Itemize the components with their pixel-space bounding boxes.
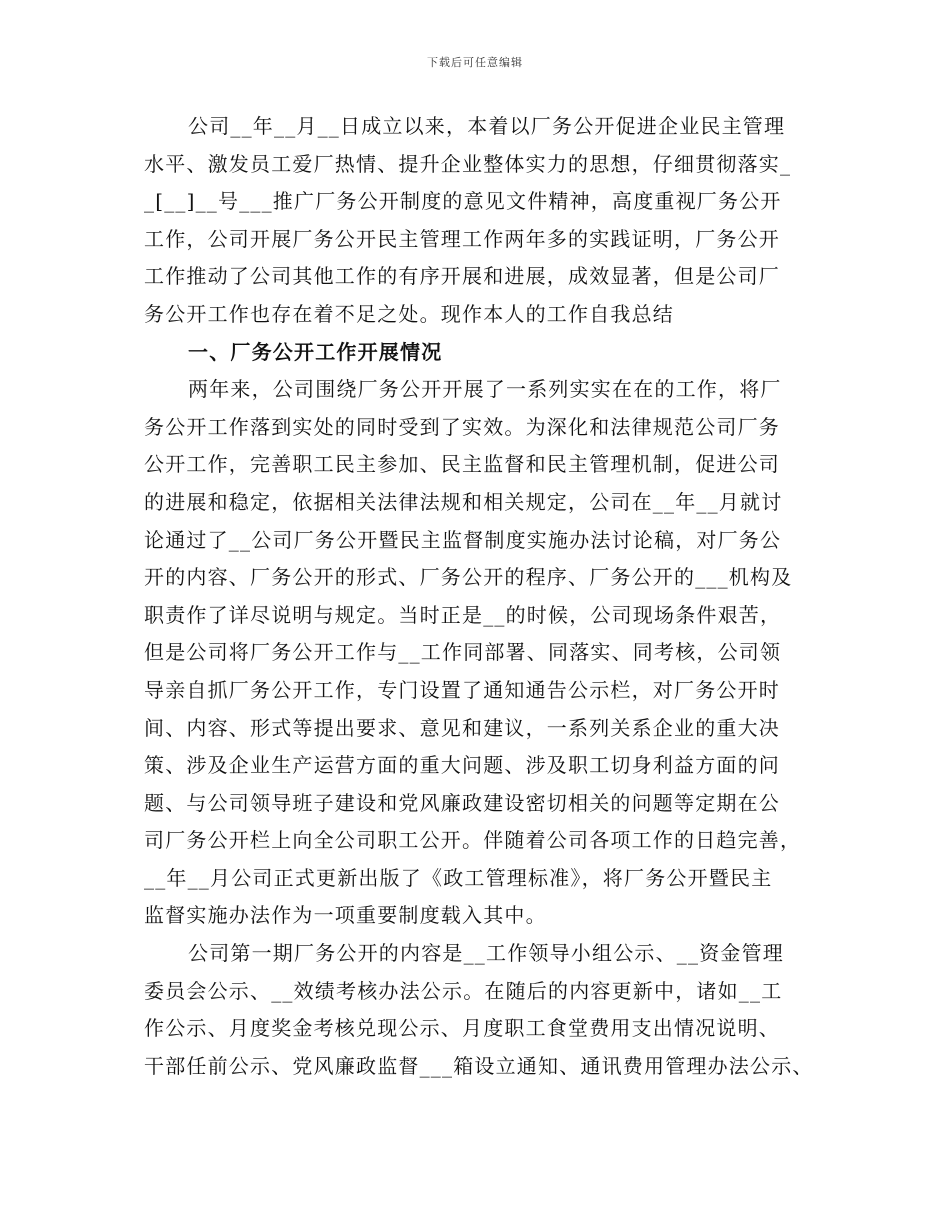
- paragraph-line: 干部任前公示、党风廉政监督___箱设立通知、通讯费用管理办法公示、: [144, 1053, 814, 1078]
- paragraph-line: 工作推动了公司其他工作的有序开展和进展，成效显著，但是公司厂: [144, 264, 780, 289]
- paragraph-line: 公开工作，完善职工民主参加、民主监督和民主管理机制，促进公司: [144, 452, 780, 477]
- paragraph-line: 水平、激发员工爱厂热情、提升企业整体实力的思想，仔细贯彻落实_: [144, 151, 792, 176]
- paragraph-line: 两年来，公司围绕厂务公开开展了一系列实实在在的工作，将厂: [188, 377, 782, 402]
- document-body: [144, 108, 820, 1085]
- paragraph-line: 公司__年__月__日成立以来，本着以厂务公开促进企业民主管理: [188, 114, 786, 138]
- paragraph-line: 工作，公司开展厂务公开民主管理工作两年多的实践证明，厂务公开: [144, 226, 780, 251]
- paragraph-line: _[__]__号___推广厂务公开制度的意见文件精神，高度重视厂务公开: [144, 189, 782, 214]
- paragraph-line: 职责作了详尽说明与规定。当时正是__的时候，公司现场条件艰苦，: [144, 602, 782, 627]
- paragraph-line: 司厂务公开栏上向全公司职工公开。伴随着公司各项工作的日趋完善，: [144, 828, 802, 853]
- paragraph-line: 导亲自抓厂务公开工作，专门设置了通知通告公示栏，对厂务公开时: [144, 677, 780, 702]
- paragraph-line: 论通过了__公司厂务公开暨民主监督制度实施办法讨论稿，对厂务公: [144, 527, 782, 552]
- paragraph-line: 间、内容、形式等提出要求、意见和建议，一系列关系企业的重大决: [144, 715, 780, 740]
- paragraph-line: __年__月公司正式更新出版了《政工管理标准》，将厂务公开暨民主: [144, 865, 773, 890]
- paragraph-line: 开的内容、厂务公开的形式、厂务公开的程序、厂务公开的___机构及: [144, 565, 793, 590]
- paragraph-line: 作公示、月度奖金考核兑现公示、月度职工食堂费用支出情况说明、: [144, 1016, 780, 1041]
- paragraph-line: 务公开工作落到实处的同时受到了实效。为深化和法律规范公司厂务: [144, 414, 780, 439]
- paragraph-line: 监督实施办法作为一项重要制度载入其中。: [144, 903, 547, 928]
- paragraph-line: 但是公司将厂务公开工作与__工作同部署、同落实、同考核，公司领: [144, 640, 782, 665]
- paragraph-line: 策、涉及企业生产运营方面的重大问题、涉及职工切身利益方面的问: [144, 753, 780, 778]
- paragraph-line: 题、与公司领导班子建设和党风廉政建设密切相关的问题等定期在公: [144, 790, 780, 815]
- paragraph-line: 委员会公示、__效绩考核办法公示。在随后的内容更新中，诸如__工: [144, 978, 783, 1003]
- paragraph-line: 公司第一期厂务公开的内容是__工作领导小组公示、__资金管理: [188, 941, 784, 966]
- page-header: 下载后可任意编辑: [427, 56, 523, 69]
- paragraph-line: 务公开工作也存在着不足之处。现作本人的工作自我总结: [144, 301, 674, 326]
- section-heading: 一、厂务公开工作开展情况: [188, 339, 443, 364]
- paragraph-line: 的进展和稳定，依据相关法律法规和相关规定，公司在__年__月就讨: [144, 489, 783, 514]
